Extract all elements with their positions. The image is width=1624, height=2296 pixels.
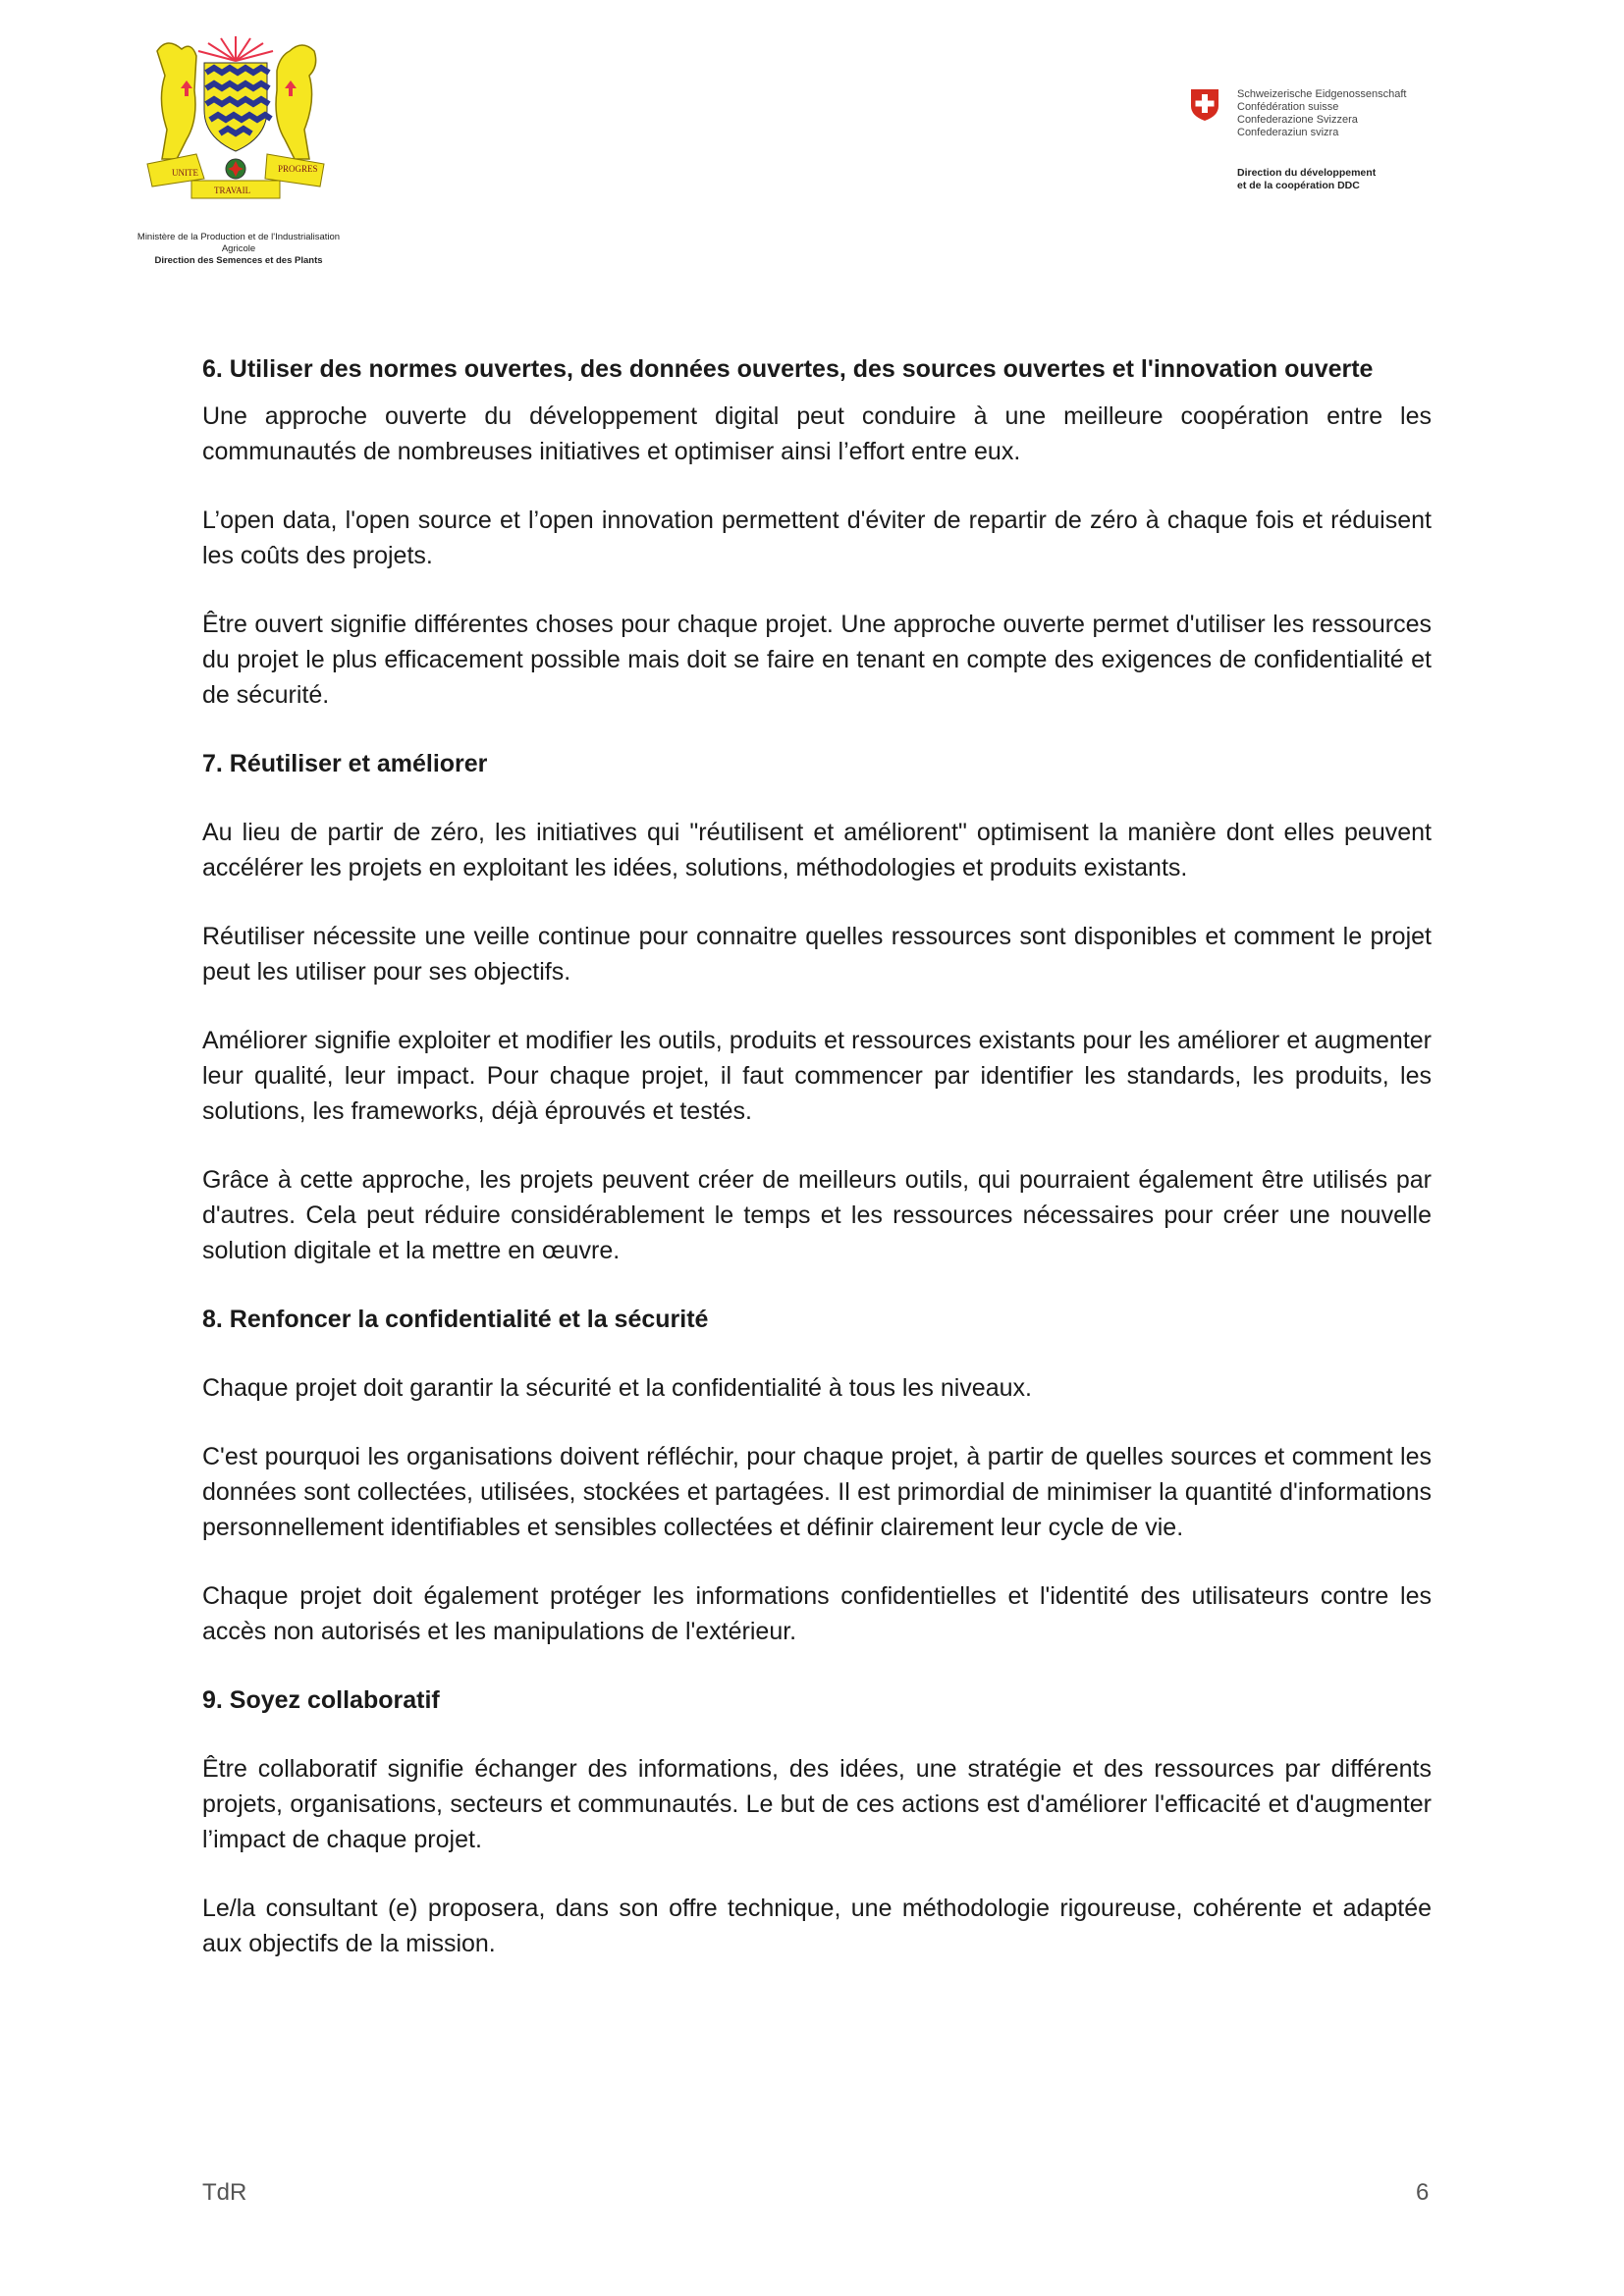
ddc-name [1237, 167, 1453, 192]
swiss-cross-icon [1190, 88, 1219, 122]
swiss-confederation-names [1237, 88, 1453, 139]
motto-unite: UNITE [172, 168, 198, 178]
ministry-direction: Direction des Semences et des Plants [154, 255, 323, 266]
coat-of-arms-logo [137, 31, 334, 203]
sun-rays [198, 36, 273, 61]
section-7 [202, 746, 1432, 1268]
ministry-name-line1: Ministère de la Production et de l'Industrialisation [136, 232, 341, 242]
paragraph: Grâce à cette approche, les projets peuvent créer de meilleurs outils, qui pourraient également être utilisés par d'autres. Cela peut réduire considérablement le temps et les ressources nécessaires pour créer une nouvelle solution digitale et la mettre en œuvre. [202, 1166, 1432, 1264]
motto-travail: TRAVAIL [214, 186, 251, 195]
section-heading: 6. Utiliser des normes ouvertes, des données ouvertes, des sources ouvertes et l'innovation ouverte [202, 355, 1374, 383]
paragraph: Être collaboratif signifie échanger des informations, des idées, une stratégie et des ressources par différents projets, organisations, secteurs et communautés. Le but de ces actions est d'améliorer l'efficacité et d'augmenter l’impact de chaque projet. [202, 1755, 1432, 1853]
paragraph: Chaque projet doit également protéger les informations confidentielles et l'identité des utilisateurs contre les accès non autorisés et les manipulations de l'extérieur. [202, 1582, 1432, 1645]
swiss-name-fr: Confédération suisse [1237, 101, 1339, 113]
page-number: 6 [1416, 2179, 1430, 2206]
footer-document-label: TdR [202, 2179, 247, 2206]
ddc-line2: et de la coopération DDC [1237, 180, 1360, 191]
section-6 [202, 351, 1432, 713]
ministry-block [116, 232, 361, 267]
swiss-name-it: Confederazione Svizzera [1237, 114, 1358, 126]
paragraph: C'est pourquoi les organisations doivent réfléchir, pour chaque projet, à partir de quelles sources et comment les données sont collectées, utilisées, stockées et partagées. Il est primordial de minimiser la quantité d'informations personnellement identifiables et sensibles collectées et définir clairement leur cycle de vie. [202, 1443, 1432, 1541]
section-9 [202, 1682, 1432, 1961]
ddc-line1: Direction du développement [1237, 167, 1377, 179]
section-8 [202, 1302, 1432, 1649]
paragraph: Être ouvert signifie différentes choses pour chaque projet. Une approche ouverte permet d'utiliser les ressources du projet le plus efficacement possible mais doit se faire en tenant en compte des exigences de confidentialité et de sécurité. [202, 611, 1432, 709]
paragraph: Au lieu de partir de zéro, les initiatives qui "réutilisent et améliorent" optimisent la manière dont elles peuvent accélérer les projets en exploitant les idées, solutions, méthodologies et produits existants. [202, 819, 1432, 881]
paragraph: Le/la consultant (e) proposera, dans son offre technique, une méthodologie rigoureuse, cohérente et adaptée aux objectifs de la mission. [202, 1895, 1432, 1957]
paragraph: L’open data, l'open source et l’open innovation permettent d'éviter de repartir de zéro à chaque fois et réduisent les coûts des projets. [202, 507, 1432, 569]
motto-progres: PROGRES [278, 164, 318, 174]
swiss-name-de: Schweizerische Eidgenossenschaft [1237, 88, 1407, 100]
section-heading: 9. Soyez collaboratif [202, 1686, 440, 1714]
paragraph: Améliorer signifie exploiter et modifier les outils, produits et ressources existants pour les améliorer et augmenter leur qualité, leur impact. Pour chaque projet, il faut commencer par identifier les standards, les produits, les solutions, les frameworks, déjà éprouvés et testés. [202, 1027, 1432, 1125]
paragraph: Réutiliser nécessite une veille continue pour connaitre quelles ressources sont disponibles et comment le projet peut les utiliser pour ses objectifs. [202, 923, 1432, 986]
paragraph: Chaque projet doit garantir la sécurité et la confidentialité à tous les niveaux. [202, 1374, 1032, 1402]
paragraph: Une approche ouverte du développement digital peut conduire à une meilleure coopération entre les communautés de nombreuses initiatives et optimiser ainsi l’effort entre eux. [202, 402, 1432, 465]
ministry-name-line2: Agricole [221, 243, 256, 254]
section-heading: 8. Renfoncer la confidentialité et la sécurité [202, 1306, 709, 1333]
swiss-name-rm: Confederaziun svizra [1237, 127, 1339, 138]
section-heading: 7. Réutiliser et améliorer [202, 750, 488, 777]
document-body [202, 351, 1432, 1995]
